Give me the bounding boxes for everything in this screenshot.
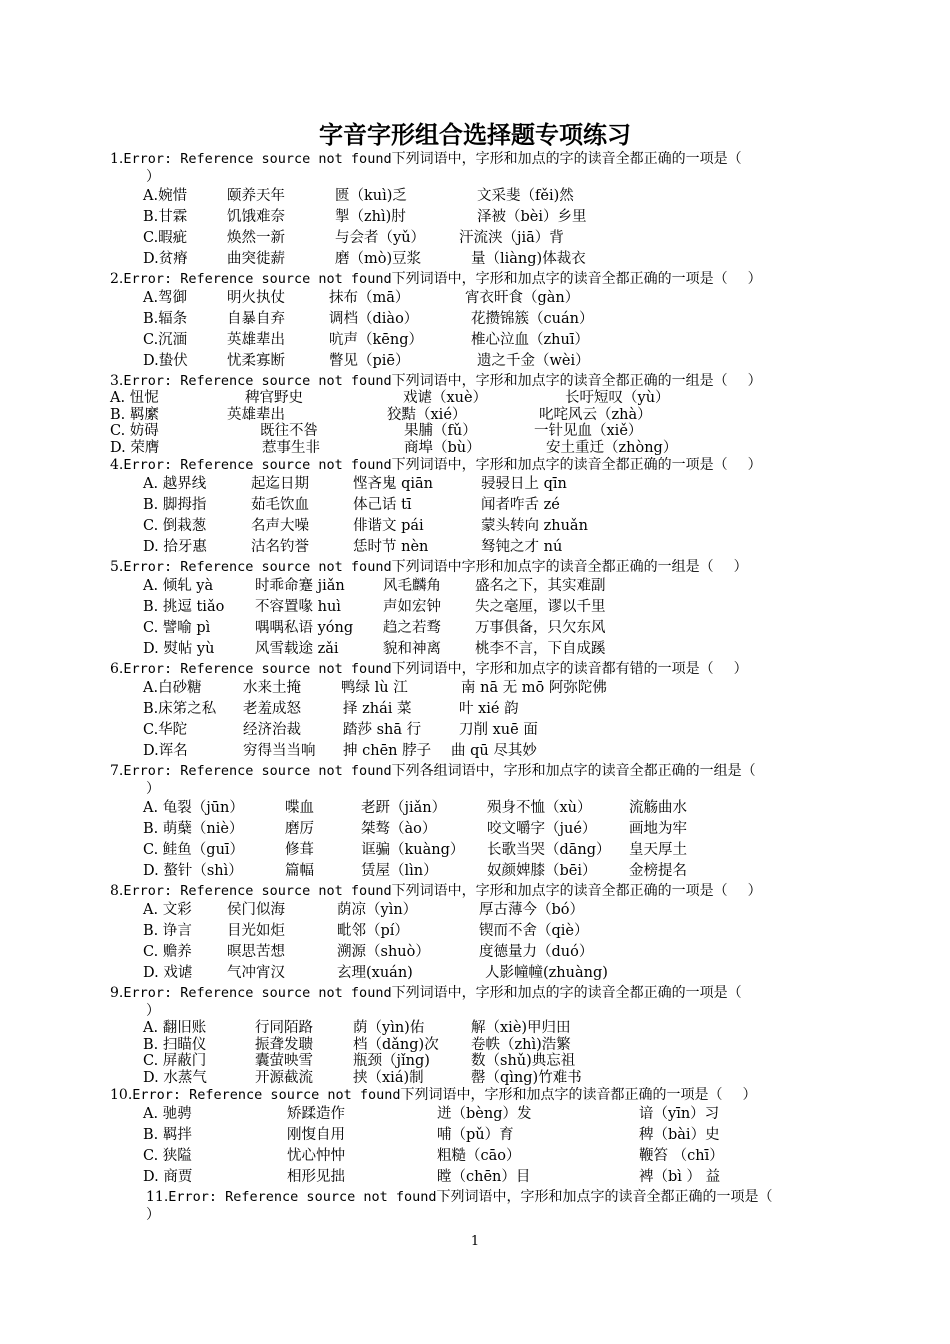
- option-row: A.白砂糖 水来土掩 鸭绿 lù 江 南 nā 无 mō 阿弥陀佛: [143, 680, 607, 696]
- option-row: B.甘霖 饥饿难奈 掣（zhì)肘 泽被（bèi）乡里: [143, 209, 587, 225]
- option-row: A. 驰骋 矫蹂造作 迸（bèng）发 谙（yīn）习: [143, 1106, 720, 1122]
- option-row: A. 越界线 起迄日期 悭吝鬼 qiān 骎骎日上 qīn: [143, 476, 567, 492]
- question-5: [110, 558, 840, 660]
- option-row: B. 羁縻 英雄辈出 狡黠（xié） 叱咤风云（zhà）: [110, 406, 652, 423]
- question-1: [110, 150, 840, 270]
- option-row: C. 譬喻 pì 喁喁私语 yóng 趋之若骛 万事俱备，只欠东风: [143, 620, 606, 636]
- option-row: C. 狭隘 忧心忡忡 粗糙（cāo） 鞭笞 （chī）: [143, 1148, 724, 1164]
- option-row: A. 忸怩 稗官野史 戏谑（xuè） 长吁短叹（yù）: [110, 390, 670, 406]
- question-2: [110, 270, 840, 372]
- option-row: A. 龟裂（jūn） 喋血 老趼（jiǎn） 殒身不恤（xù） 流觞曲水: [143, 800, 687, 816]
- question-stem: 8.Error: Reference source not found下列词语中，字形和加点字的读音全都正确的一项是（ ）: [110, 883, 762, 899]
- question-stem: 7.Error: Reference source not found下列各组词语中，字形和加点字的读音全都正确的一组是（ ）: [110, 763, 756, 797]
- question-9: [110, 984, 840, 1086]
- question-stem: 9.Error: Reference source not found下列词语中，字形和加点的字的读音全都正确的一项是（ ）: [110, 985, 742, 1019]
- option-row: C. 屏蔽门 囊萤映雪 瓶颈（jǐng) 数（shǔ)典忘祖: [143, 1053, 576, 1069]
- option-row: A. 文彩 侯门似海 荫凉（yìn） 厚古薄今（bó）: [143, 902, 585, 918]
- option-row: A. 翻旧账 行同陌路 荫（yìn)佑 解（xiè)甲归田: [143, 1020, 571, 1036]
- option-row: A.婉惜 颐养天年 匮（kuì)乏 文采斐（fěi)然: [143, 188, 574, 204]
- option-row: B. 脚拇指 茹毛饮血 体己话 tī 闻者咋舌 zé: [143, 497, 560, 513]
- question-6: [110, 660, 840, 762]
- option-row: C. 妨碍 既往不咎 果脯（fǔ） 一针见血（xiě）: [110, 423, 643, 439]
- page-title: 字音字形组合选择题专项练习: [319, 120, 631, 149]
- option-row: A. 倾轧 yà 时乖命蹇 jiǎn 风毛麟角 盛名之下，其实难副: [143, 578, 606, 594]
- page-number: 1: [470, 1234, 480, 1249]
- option-row: B. 挑逗 tiǎo 不容置喙 huì 声如宏钟 失之毫厘，谬以千里: [143, 599, 606, 615]
- option-row: B. 诤言 目光如炬 毗邻（pí） 锲而不舍（qiè）: [143, 923, 589, 939]
- question-stem: 11.Error: Reference source not found下列词语中，字形和加点字的读音全都正确的一项是（ ）: [146, 1189, 773, 1223]
- option-row: B.床笫之私 老羞成怒 择 zhái 菜 叶 xié 韵: [143, 701, 519, 717]
- option-row: D. 商贾 相形见拙 瞠（chēn）目 裨（bì ） 益: [143, 1169, 721, 1185]
- question-11: [110, 1188, 840, 1224]
- option-row: B. 羁拌 刚愎自用 哺（pǔ）育 稗（bài）史: [143, 1127, 720, 1143]
- option-row: D.诨名 穷得当当响 抻 chēn 脖子 曲 qū 尽其妙: [143, 743, 537, 759]
- option-row: D. 拾牙惠 沽名钓誉 恁时节 nèn 驽钝之才 nú: [143, 539, 563, 555]
- question-8: [110, 882, 840, 984]
- question-stem: 6.Error: Reference source not found下列词语中，字形和加点字的读音都有错的一项是（ ）: [110, 661, 748, 677]
- option-row: A.驾御 明火执仗 抹布（mā） 宵衣旰食（gàn）: [143, 290, 580, 306]
- option-row: C.华陀 经济治裁 踏莎 shā 行 刀削 xuē 面: [143, 722, 538, 738]
- option-row: C. 倒栽葱 名声大噪 俳谐文 pái 蒙头转向 zhuǎn: [143, 518, 588, 534]
- option-row: D. 戏谑 气冲宵汉 玄理(xuán) 人影幢幢(zhuàng): [143, 965, 608, 981]
- question-7: [110, 762, 840, 882]
- question-3: [110, 372, 840, 456]
- option-row: D. 水蒸气 开源截流 挟（xiá)制 罄（qìng)竹难书: [143, 1069, 582, 1086]
- option-row: D.贫瘠 曲突徙薪 磨（mò)豆浆 量（liàng)体裁衣: [143, 251, 586, 267]
- question-stem: 4.Error: Reference source not found下列词语中，字形和加点字的读音全都正确的一项是（ ）: [110, 457, 762, 473]
- question-10: [110, 1086, 840, 1188]
- question-stem: 1.Error: Reference source not found下列词语中，字形和加点的字的读音全都正确的一项是（ ）: [110, 151, 742, 185]
- question-stem: 3.Error: Reference source not found下列词语中，字形和加点字的读音全都正确的一组是（ ）: [110, 373, 762, 389]
- option-row: D.蛰伏 忧柔寡断 瞥见（piē） 遗之千金（wèi）: [143, 353, 590, 369]
- option-row: B. 扫瞄仪 振聋发聩 档（dǎng)次 卷帙（zhì)浩繁: [143, 1036, 571, 1053]
- option-row: C.沉湎 英雄辈出 吭声（kēng） 椎心泣血（zhuī）: [143, 332, 589, 348]
- question-list: [110, 150, 840, 1224]
- option-row: D. 熨帖 yù 风雪载途 zǎi 貌和神离 桃李不言，下自成蹊: [143, 641, 606, 657]
- option-row: B.辐条 自暴自弃 调档（diào） 花攒锦簇（cuán）: [143, 311, 594, 327]
- option-row: B. 萌蘖（niè） 磨厉 桀骜（ào） 咬文嚼字（jué） 画地为牢: [143, 821, 687, 837]
- option-row: C. 鲑鱼（guī） 修葺 诓骗（kuàng） 长歌当哭（dāng） 皇天厚土: [143, 842, 687, 858]
- option-row: D. 螯针（shì） 篇幅 赁屋（lìn） 奴颜婢膝（bēi） 金榜提名: [143, 863, 687, 879]
- question-stem: 5.Error: Reference source not found下列词语中字形和加点字的读音全都正确的一组是（ ）: [110, 559, 748, 575]
- question-stem: 2.Error: Reference source not found下列词语中，字形和加点字的读音全都正确的一项是（ ）: [110, 271, 762, 287]
- option-row: C.暇疵 焕然一新 与会者（yǔ） 汗流浃（jiā）背: [143, 230, 564, 246]
- option-row: D. 荣膺 惹事生非 商埠（bù） 安土重迁（zhòng）: [110, 439, 678, 456]
- question-4: [110, 456, 840, 558]
- option-row: C. 赡养 暝思苦想 溯源（shuò） 度德量力（duó）: [143, 944, 594, 960]
- question-stem: 10.Error: Reference source not found下列词语中，字形和加点字的读音都正确的一项是（ ）: [110, 1087, 757, 1103]
